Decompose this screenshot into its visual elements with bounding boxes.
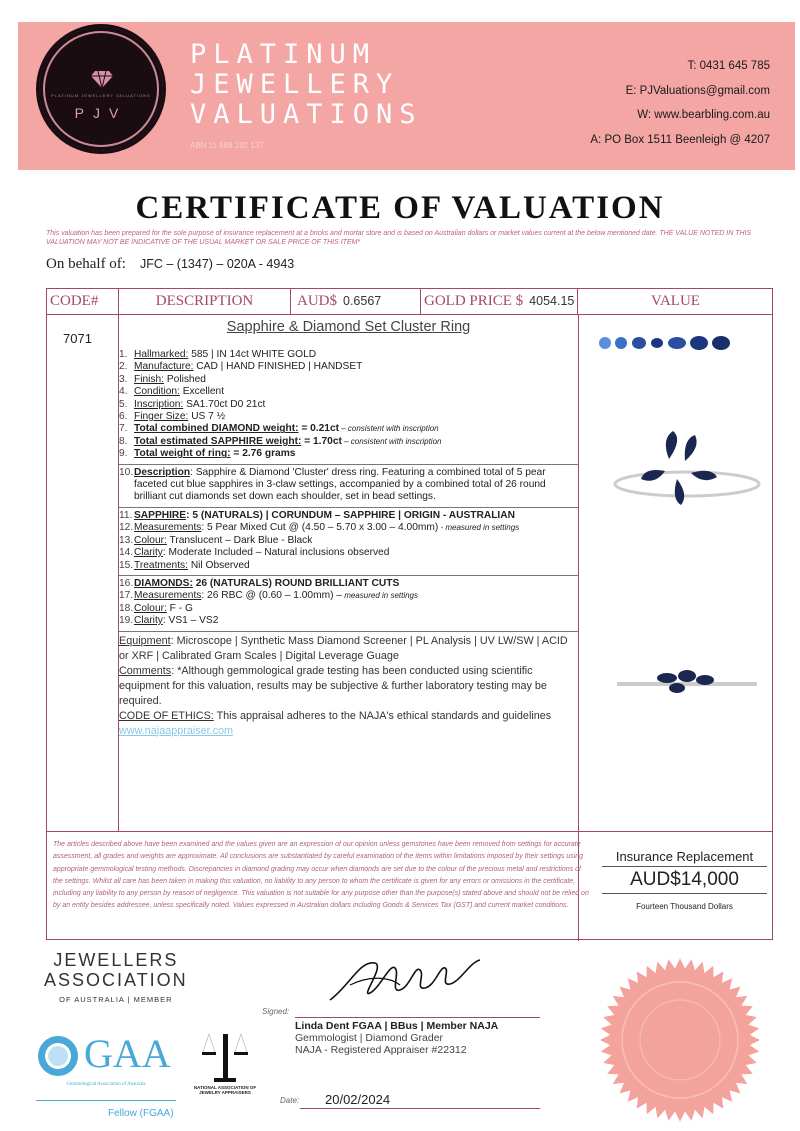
brand-line: PLATINUM (190, 39, 377, 70)
list-item (119, 411, 578, 423)
jaa-line: JEWELLERS (53, 950, 179, 970)
naja-link[interactable]: www.najaappraiser.com (119, 724, 234, 737)
item-note: - measured in settings (438, 523, 520, 533)
item-key: Colour: (134, 602, 167, 614)
list-item (119, 448, 578, 460)
item-number: 18. (119, 602, 134, 614)
jaa-line: ASSOCIATION (44, 970, 188, 990)
insurance-words: Fourteen Thousand Dollars (636, 902, 733, 911)
ring-photo (607, 429, 767, 529)
list-item (119, 374, 578, 386)
item-text (134, 615, 218, 627)
item-text (134, 436, 441, 448)
diamond-details (119, 575, 578, 631)
item-text (134, 423, 439, 435)
item-note: measured in settings (341, 591, 419, 601)
divider (36, 1100, 176, 1101)
behalf-value: JFC – (1347) – 020A - 4943 (139, 257, 295, 271)
pjv-logo (36, 24, 166, 154)
logo-small-text: PLATINUM JEWELLERY VALUATIONS (51, 93, 151, 98)
divider (602, 866, 767, 867)
list-item (119, 590, 578, 602)
list-item (119, 510, 578, 522)
item-key: Colour: (134, 534, 167, 546)
date-value: 20/02/2024 (325, 1092, 391, 1107)
item-value: = 2.76 grams (230, 448, 296, 460)
item-text (134, 603, 193, 615)
item-key: Treatments: (134, 559, 188, 571)
item-value: : Sapphire & Diamond 'Cluster' dress ring. Featuring a combined total of 5 pear faceted cut blue sapphires in 3-claw settings, accompanied by a combined total of 26 round brilliant cut diamonds set down each shoulder, set in bead settings. (134, 466, 546, 503)
valuation-table (46, 288, 773, 940)
header-code: CODE# (47, 289, 119, 314)
jaa-sub: OF AUSTRALIA | MEMBER (59, 995, 173, 1004)
item-value: = 1.70ct (301, 435, 342, 447)
item-text (134, 535, 312, 547)
insurance-value: AUD$14,000 (630, 869, 739, 890)
item-value: : VS1 – VS2 (162, 615, 219, 627)
item-text (134, 386, 224, 398)
header-description: DESCRIPTION (119, 289, 291, 314)
list-item (119, 578, 578, 590)
item-number: 17. (119, 590, 134, 602)
item-number: 15. (119, 559, 134, 571)
item-text (134, 448, 295, 460)
gaa-text: GAA (84, 1031, 171, 1076)
item-value: Translucent – Dark Blue - Black (166, 534, 313, 546)
item-key: Inscription: (134, 398, 184, 410)
scales-icon (200, 1030, 250, 1085)
ethics-text: This appraisal adheres to the NAJA's ethical standards and guidelines (213, 709, 552, 722)
item-number: 14. (119, 547, 134, 559)
item-number: 13. (119, 534, 134, 546)
brand-line: JEWELLERY (190, 69, 400, 100)
item-value: US 7 ½ (188, 411, 226, 423)
date-line (300, 1108, 540, 1109)
item-key: Total combined DIAMOND weight: (134, 423, 299, 435)
item-number: 10. (119, 466, 134, 478)
item-value: 26 (NATURALS) ROUND BRILLIANT CUTS (192, 577, 400, 589)
signer-role: Gemmologist | Diamond Grader (295, 1032, 444, 1044)
item-text (134, 560, 250, 572)
item-key: Finger Size: (134, 411, 189, 423)
divider (602, 893, 767, 894)
header-value: VALUE (651, 293, 700, 309)
sapphire-stones-photo (595, 331, 765, 353)
item-text (134, 522, 519, 534)
item-key: Clarity (134, 615, 163, 627)
item-text (134, 349, 316, 361)
email: E: PJValuations@gmail.com (625, 84, 770, 97)
item-value: F - G (166, 602, 193, 614)
signer-name: Linda Dent FGAA | BBus | Member NAJA (295, 1020, 499, 1032)
jaa-logo (44, 950, 188, 1010)
item-details (119, 347, 578, 464)
item-text (134, 547, 389, 559)
list-item (119, 535, 578, 547)
item-value: : 5 (NATURALS) | CORUNDUM – SAPPHIRE | ORIGIN - AUSTRALIAN (186, 509, 515, 521)
item-number: 12. (119, 522, 134, 534)
item-key: Measurements (134, 590, 202, 602)
item-key: DIAMONDS: (134, 577, 193, 589)
item-key: SAPPHIRE (134, 509, 187, 521)
seal-icon (600, 955, 760, 1125)
gaa-sub: Gemmological Association of Australia (66, 1082, 146, 1087)
list-item (119, 547, 578, 559)
description-column (119, 315, 578, 831)
item-value: = 0.21ct (298, 423, 340, 435)
item-value: : 26 RBC @ (0.60 – 1.00mm) – (201, 590, 342, 602)
item-title: Sapphire & Diamond Set Cluster Ring (226, 319, 471, 335)
item-key: Total weight of ring: (134, 448, 231, 460)
item-note: – consistent with inscription (341, 436, 442, 446)
list-item (119, 467, 578, 504)
header-gold (421, 289, 578, 314)
item-value: Excellent (179, 386, 225, 398)
signature-line (295, 1017, 540, 1018)
item-text (134, 374, 206, 386)
phone: T: 0431 645 785 (687, 60, 770, 72)
item-number: 7. (119, 423, 128, 435)
item-code: 7071 (63, 331, 92, 346)
item-value: Nil Observed (187, 559, 250, 571)
item-key: Hallmarked: (134, 349, 189, 360)
item-text (134, 361, 362, 373)
on-behalf-of (46, 256, 294, 273)
item-text (134, 510, 515, 522)
sapphire-details (119, 507, 578, 575)
item-key: Measurements (134, 522, 202, 534)
equipment-text: : Microscope | Synthetic Mass Diamond Screener | PL Analysis | UV LW/SW | ACID or XRF | Calibrated Gram Scales | Digital Leverage Guage (119, 634, 568, 662)
gold-value: 4054.15 (529, 294, 575, 308)
item-description (119, 464, 578, 507)
item-number: 19. (119, 615, 134, 627)
item-note: – consistent with inscription (339, 424, 439, 434)
footer-disclaimer: The articles described above have been examined and the values given are an expression of our opinion unless gemstones have been removed from settings for accurate assessment, all grades and weights are approximate. All conclusions are substantiated by careful examination of the items within limitations imposed by their settings using appropriate gemmological testing methods. Discrepancies in diamond grading may occur when diamonds are set due to the colour of the precious metal and restrictions of the settings. Whilst all care has been taken in making this valuation, no liability to any person to whom the certificate is given for any errors or omissions in the certificate, including any liability to any person by reason of negligence. This valuation is not suitable for any purpose other than the purpose(s) stated above and should not be relied on by an entity besides addressee, unless specifically noted. Values expressed in Australian dollars including Goods & Services Tax (GST) and current market conditions. (53, 841, 589, 910)
address: A: PO Box 1511 Beenleigh @ 4207 (590, 133, 770, 146)
list-item (119, 361, 578, 373)
website: W: www.bearbling.com.au (637, 109, 770, 121)
gaa-emblem-icon (36, 1034, 80, 1078)
insurance-replacement (596, 837, 773, 911)
item-key: Finish: (134, 373, 165, 385)
equipment-label: Equipment (119, 634, 171, 647)
list-item (119, 560, 578, 572)
divider (47, 831, 772, 832)
gaa-fellow: Fellow (FGAA) (108, 1108, 174, 1119)
item-number: 16. (119, 577, 134, 589)
gold-label: GOLD PRICE $ (424, 293, 524, 309)
item-number: 6. (119, 411, 128, 423)
diamond-icon (91, 69, 113, 89)
item-number: 3. (119, 373, 128, 385)
item-key: Total estimated SAPPHIRE weight: (134, 435, 302, 447)
item-number: 5. (119, 398, 128, 410)
comments-note (119, 664, 578, 709)
naja-text: NATIONAL ASSOCIATION OF JEWELRY APPRAISERS (193, 1085, 257, 1095)
comments-text: : *Although gemmological grade testing has been conducted using scientific equipment for this valuation, results may be subjective & further laboratory testing may be required. (119, 664, 547, 707)
comments-label: Comments (119, 664, 172, 677)
ethics-label: CODE OF ETHICS: (119, 709, 214, 722)
insurance-label: Insurance Replacement (615, 849, 754, 864)
list-item (119, 386, 578, 398)
aud-value: 0.6567 (343, 294, 382, 308)
item-number: 2. (119, 361, 128, 373)
item-text (134, 399, 265, 411)
item-text (134, 578, 399, 590)
item-number: 9. (119, 448, 128, 460)
item-key: Condition: (134, 386, 180, 398)
date-label: Date: (280, 1096, 300, 1105)
item-text (134, 590, 418, 602)
item-key: Manufacture: (134, 361, 194, 373)
list-item (119, 436, 578, 448)
equipment-notes (119, 631, 578, 739)
page-title: CERTIFICATE OF VALUATION (135, 190, 665, 226)
item-key: Description (134, 466, 191, 478)
item-number: 4. (119, 386, 128, 398)
list-item (119, 349, 578, 361)
item-number: 8. (119, 435, 128, 447)
list-item (119, 423, 578, 435)
contact-info (590, 54, 770, 152)
item-value: Polished (164, 373, 206, 385)
signature (320, 955, 490, 1005)
abn: ABN 11 588 192 137 (190, 141, 264, 150)
brand-name (190, 40, 423, 130)
equipment-note (119, 634, 578, 664)
header-aud (291, 289, 421, 314)
signed-label: Signed: (262, 1007, 290, 1016)
logo-text: PJV (74, 105, 128, 121)
item-value: 585 | IN 14ct WHITE GOLD (188, 349, 317, 360)
ring-side-photo (617, 664, 757, 704)
item-value: CAD | HAND FINISHED | HANDSET (193, 361, 363, 373)
item-value: : 5 Pear Mixed Cut @ (4.50 – 5.70 x 3.00 – 4.00mm) (201, 522, 439, 534)
list-item (119, 603, 578, 615)
ethics-note (119, 709, 578, 724)
item-text (134, 467, 578, 504)
list-item (119, 615, 578, 627)
list-item (119, 399, 578, 411)
item-value: SA1.70ct D0 21ct (183, 398, 266, 410)
disclaimer: This valuation has been prepared for the sole purpose of insurance replacement at a bricks and mortar store and is based on Australian dollars or market values current at the below mentioned date. THE VALUE NOTED IN THIS VALUATION MAY NOT BE INDICATIVE OF THE USUAL MARKET OR SALE PRICE OF THIS ITEM* (46, 230, 752, 246)
item-key: Clarity (134, 547, 163, 559)
signer-registration: NAJA - Registered Appraiser #22312 (295, 1044, 467, 1056)
signer-info (295, 1020, 498, 1056)
item-number: 1. (119, 349, 128, 360)
aud-label: AUD$ (297, 293, 337, 309)
item-value: : Moderate Included – Natural inclusions observed (162, 547, 390, 559)
item-text (134, 411, 225, 423)
item-number: 11. (119, 509, 133, 521)
brand-line: VALUATIONS (190, 99, 423, 130)
behalf-label: On behalf of: (46, 256, 126, 272)
list-item (119, 522, 578, 534)
